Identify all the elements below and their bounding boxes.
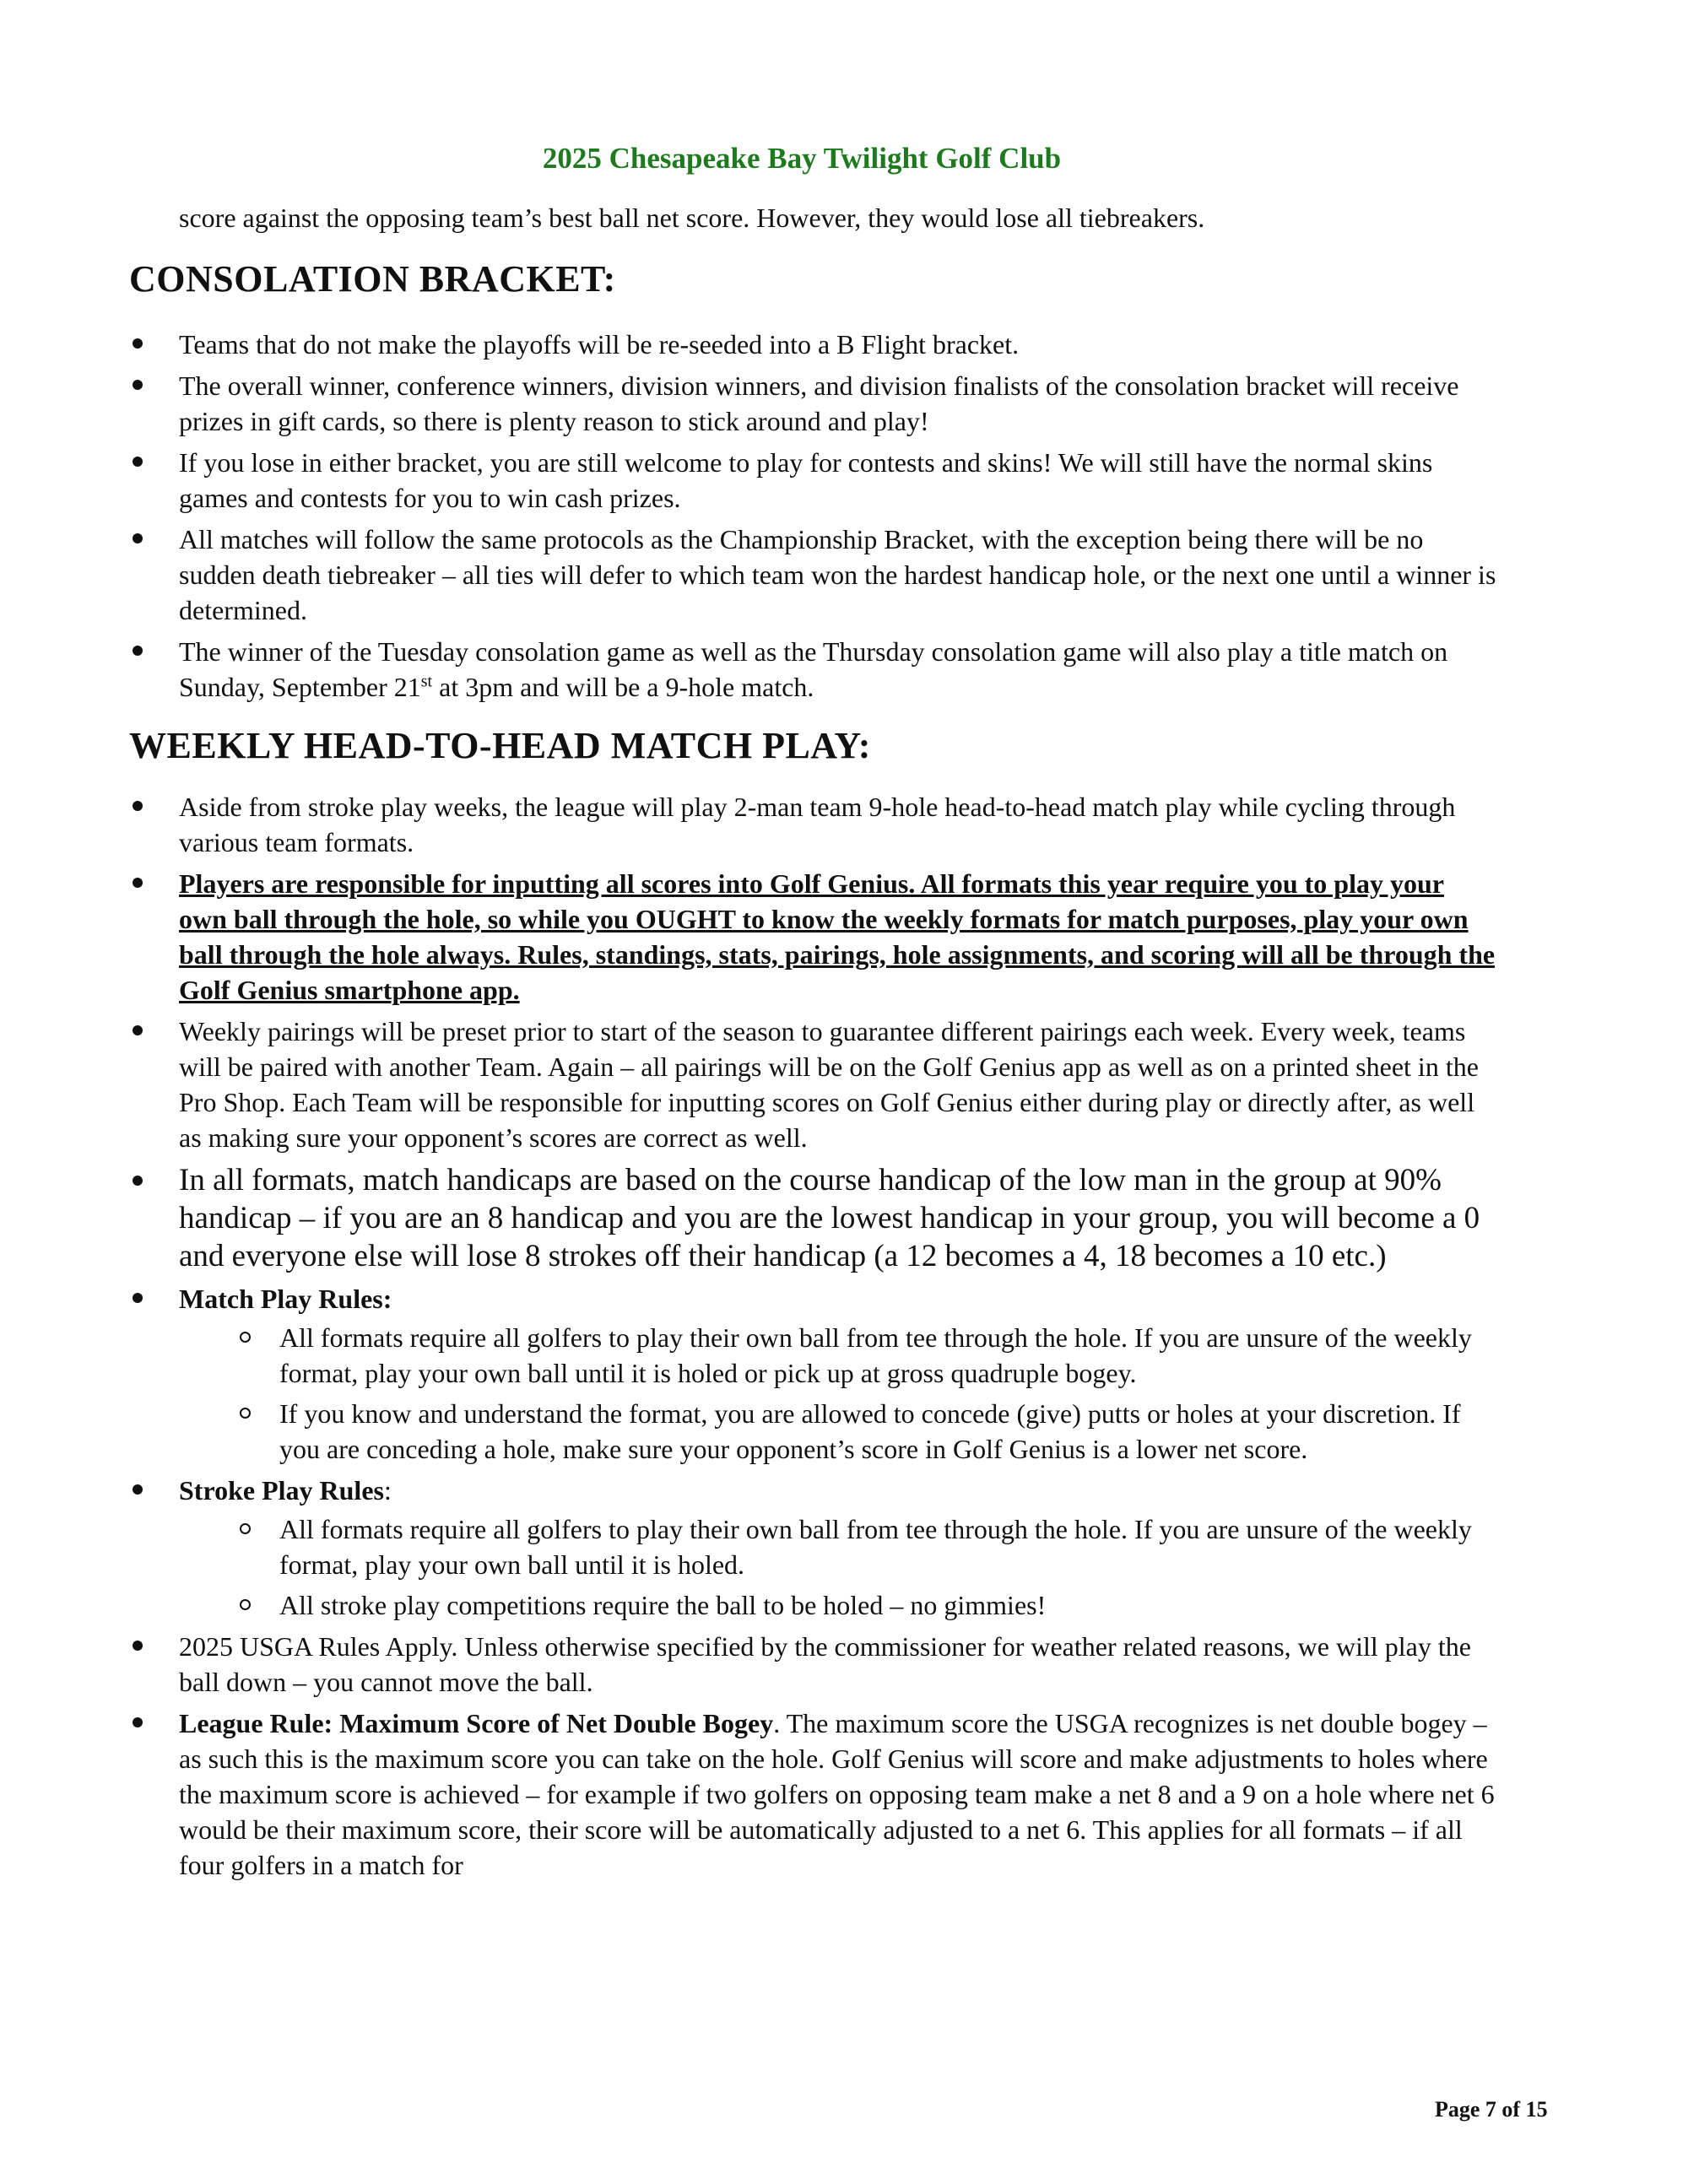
weekly-list — [129, 789, 1496, 1889]
list-item — [129, 1473, 1496, 1623]
list-item-text: 2025 USGA Rules Apply. Unless otherwise specified by the commissioner for weather related reasons, we will play the ball down – you cannot move the ball. — [179, 1631, 1471, 1697]
page-number-prefix: Page — [1435, 2097, 1485, 2122]
list-item-text: If you lose in either bracket, you are still welcome to play for contests and skins! We will still have the normal skins games and contests for you to win cash prizes. — [179, 447, 1433, 513]
circle-bullet-icon — [240, 1599, 251, 1610]
bullet-icon — [133, 801, 143, 811]
list-item — [129, 522, 1496, 628]
list-item-text: Weekly pairings will be preset prior to start of the season to guarantee different pairings each week. Every week, teams will be paired with another Team. Again – all pairings will be on the Golf Genius app as well as on a printed sheet in the Pro Shop. Each Team will be responsible for inputting scores on Golf Genius either during play or directly after, as well as making sure your opponent’s scores are correct as well. — [179, 1016, 1479, 1153]
list-item — [129, 1014, 1496, 1155]
ordinal-suffix: st — [420, 672, 433, 691]
list-item-text: In all formats, match handicaps are based on the course handicap of the low man in the group at 90% handicap – if you are an 8 handicap and you are the lowest handicap in your group, you will become a 0 and everyone else will lose 8 strokes off their handicap (a 12 becomes a 4, 18 becomes a 10 etc.) — [179, 1163, 1480, 1273]
match-play-sublist — [179, 1320, 1496, 1467]
list-item — [129, 368, 1496, 439]
bullet-icon — [133, 1484, 143, 1495]
sublist-item — [179, 1587, 1496, 1623]
list-item-text: The overall winner, conference winners, division winners, and division finalists of the consolation bracket will receive prizes in gift cards, so there is plenty reason to stick around and play! — [179, 370, 1459, 436]
list-item — [129, 866, 1496, 1008]
list-item-text: All matches will follow the same protocols as the Championship Bracket, with the exception being there will be no sudden death tiebreaker – all ties will defer to which team won the hardest handicap hole, or the next one until a winner is determined. — [179, 524, 1496, 625]
bullet-icon — [133, 1025, 143, 1035]
sublist-item-text: All formats require all golfers to play their own ball from tee through the hole. If you are unsure of the weekly format, play your own ball until it is holed or pick up at gross quadruple bogey. — [279, 1322, 1472, 1388]
sublist-item-text: All stroke play competitions require the ball to be holed – no gimmies! — [279, 1590, 1047, 1620]
list-item — [129, 1281, 1496, 1467]
bullet-icon — [133, 878, 143, 888]
weekly-match-heading: WEEKLY HEAD-TO-HEAD MATCH PLAY: — [129, 725, 871, 766]
sublist-item-text: If you know and understand the format, you are allowed to concede (give) putts or holes at your discretion. If you are conceding a hole, make sure your opponent’s score in Golf Genius is a lower net score. — [279, 1398, 1461, 1464]
stroke-play-colon: : — [383, 1475, 392, 1506]
list-item-text: . The maximum score the USGA recognizes is net double bogey – as such this is the maximum score you can take on the hole. Golf Genius will score and make adjustments to holes where the maximum score is achieved – for example if two golfers on opposing team make a net 8 and a 9 on a hole where net 6 would be their maximum score, their score will be automatically adjusted to a net 6. This applies for all formats – if all four golfers in a match for — [179, 1708, 1495, 1880]
match-play-label: Match Play Rules: — [179, 1284, 392, 1314]
sublist-item — [179, 1320, 1496, 1391]
page-number-current: 7 — [1485, 2097, 1496, 2122]
league-rule-label: League Rule: Maximum Score of Net Double Bogey — [179, 1708, 774, 1738]
list-item — [129, 445, 1496, 516]
list-item-text: at 3pm and will be a 9-hole match. — [432, 672, 814, 702]
list-item — [129, 634, 1496, 705]
list-item-text: Players are responsible for inputting all scores into Golf Genius. All formats this year require you to play your own ball through the hole, so while you OUGHT to know the weekly formats for match purposes, play your own ball through the hole always. Rules, standings, stats, pairings, hole assignments, and scoring will all be through the Golf Genius smartphone app. — [179, 868, 1496, 1005]
sublist-item — [179, 1511, 1496, 1582]
page-header-title: 2025 Chesapeake Bay Twilight Golf Club — [542, 142, 1062, 175]
list-item — [129, 327, 1496, 362]
bullet-icon — [133, 457, 143, 467]
sublist-item-text: All formats require all golfers to play their own ball from tee through the hole. If you are unsure of the weekly format, play your own ball until it is holed. — [279, 1514, 1472, 1580]
bullet-icon — [133, 533, 143, 543]
page-number — [1435, 2097, 1548, 2122]
stroke-play-label: Stroke Play Rules — [179, 1475, 384, 1506]
bullet-icon — [133, 1641, 143, 1651]
bullet-icon — [133, 1176, 143, 1186]
sublist-item — [179, 1396, 1496, 1467]
page-number-total: 15 — [1525, 2097, 1548, 2122]
circle-bullet-icon — [240, 1332, 251, 1343]
consolation-list — [129, 327, 1496, 711]
continuation-paragraph: score against the opposing team’s best ball net score. However, they would lose all tiebreakers. — [179, 203, 1205, 233]
list-item-text: Teams that do not make the playoffs will be re-seeded into a B Flight bracket. — [179, 329, 1020, 359]
list-item — [129, 789, 1496, 860]
bullet-icon — [133, 338, 143, 349]
circle-bullet-icon — [240, 1523, 251, 1534]
bullet-icon — [133, 1293, 143, 1303]
stroke-play-sublist — [179, 1511, 1496, 1623]
list-item-text: Aside from stroke play weeks, the league will play 2-man team 9-hole head-to-head match play while cycling through various team formats. — [179, 792, 1456, 857]
bullet-icon — [133, 380, 143, 390]
bullet-icon — [133, 1717, 143, 1727]
list-item — [129, 1629, 1496, 1700]
consolation-heading: CONSOLATION BRACKET: — [129, 258, 616, 300]
bullet-icon — [133, 646, 143, 656]
circle-bullet-icon — [240, 1408, 251, 1419]
list-item-text: The winner of the Tuesday consolation game as well as the Thursday consolation game will also play a title match on Sunday, September 21 — [179, 636, 1448, 702]
list-item — [129, 1161, 1496, 1275]
page-number-of: of — [1496, 2097, 1526, 2122]
list-item — [129, 1706, 1496, 1883]
